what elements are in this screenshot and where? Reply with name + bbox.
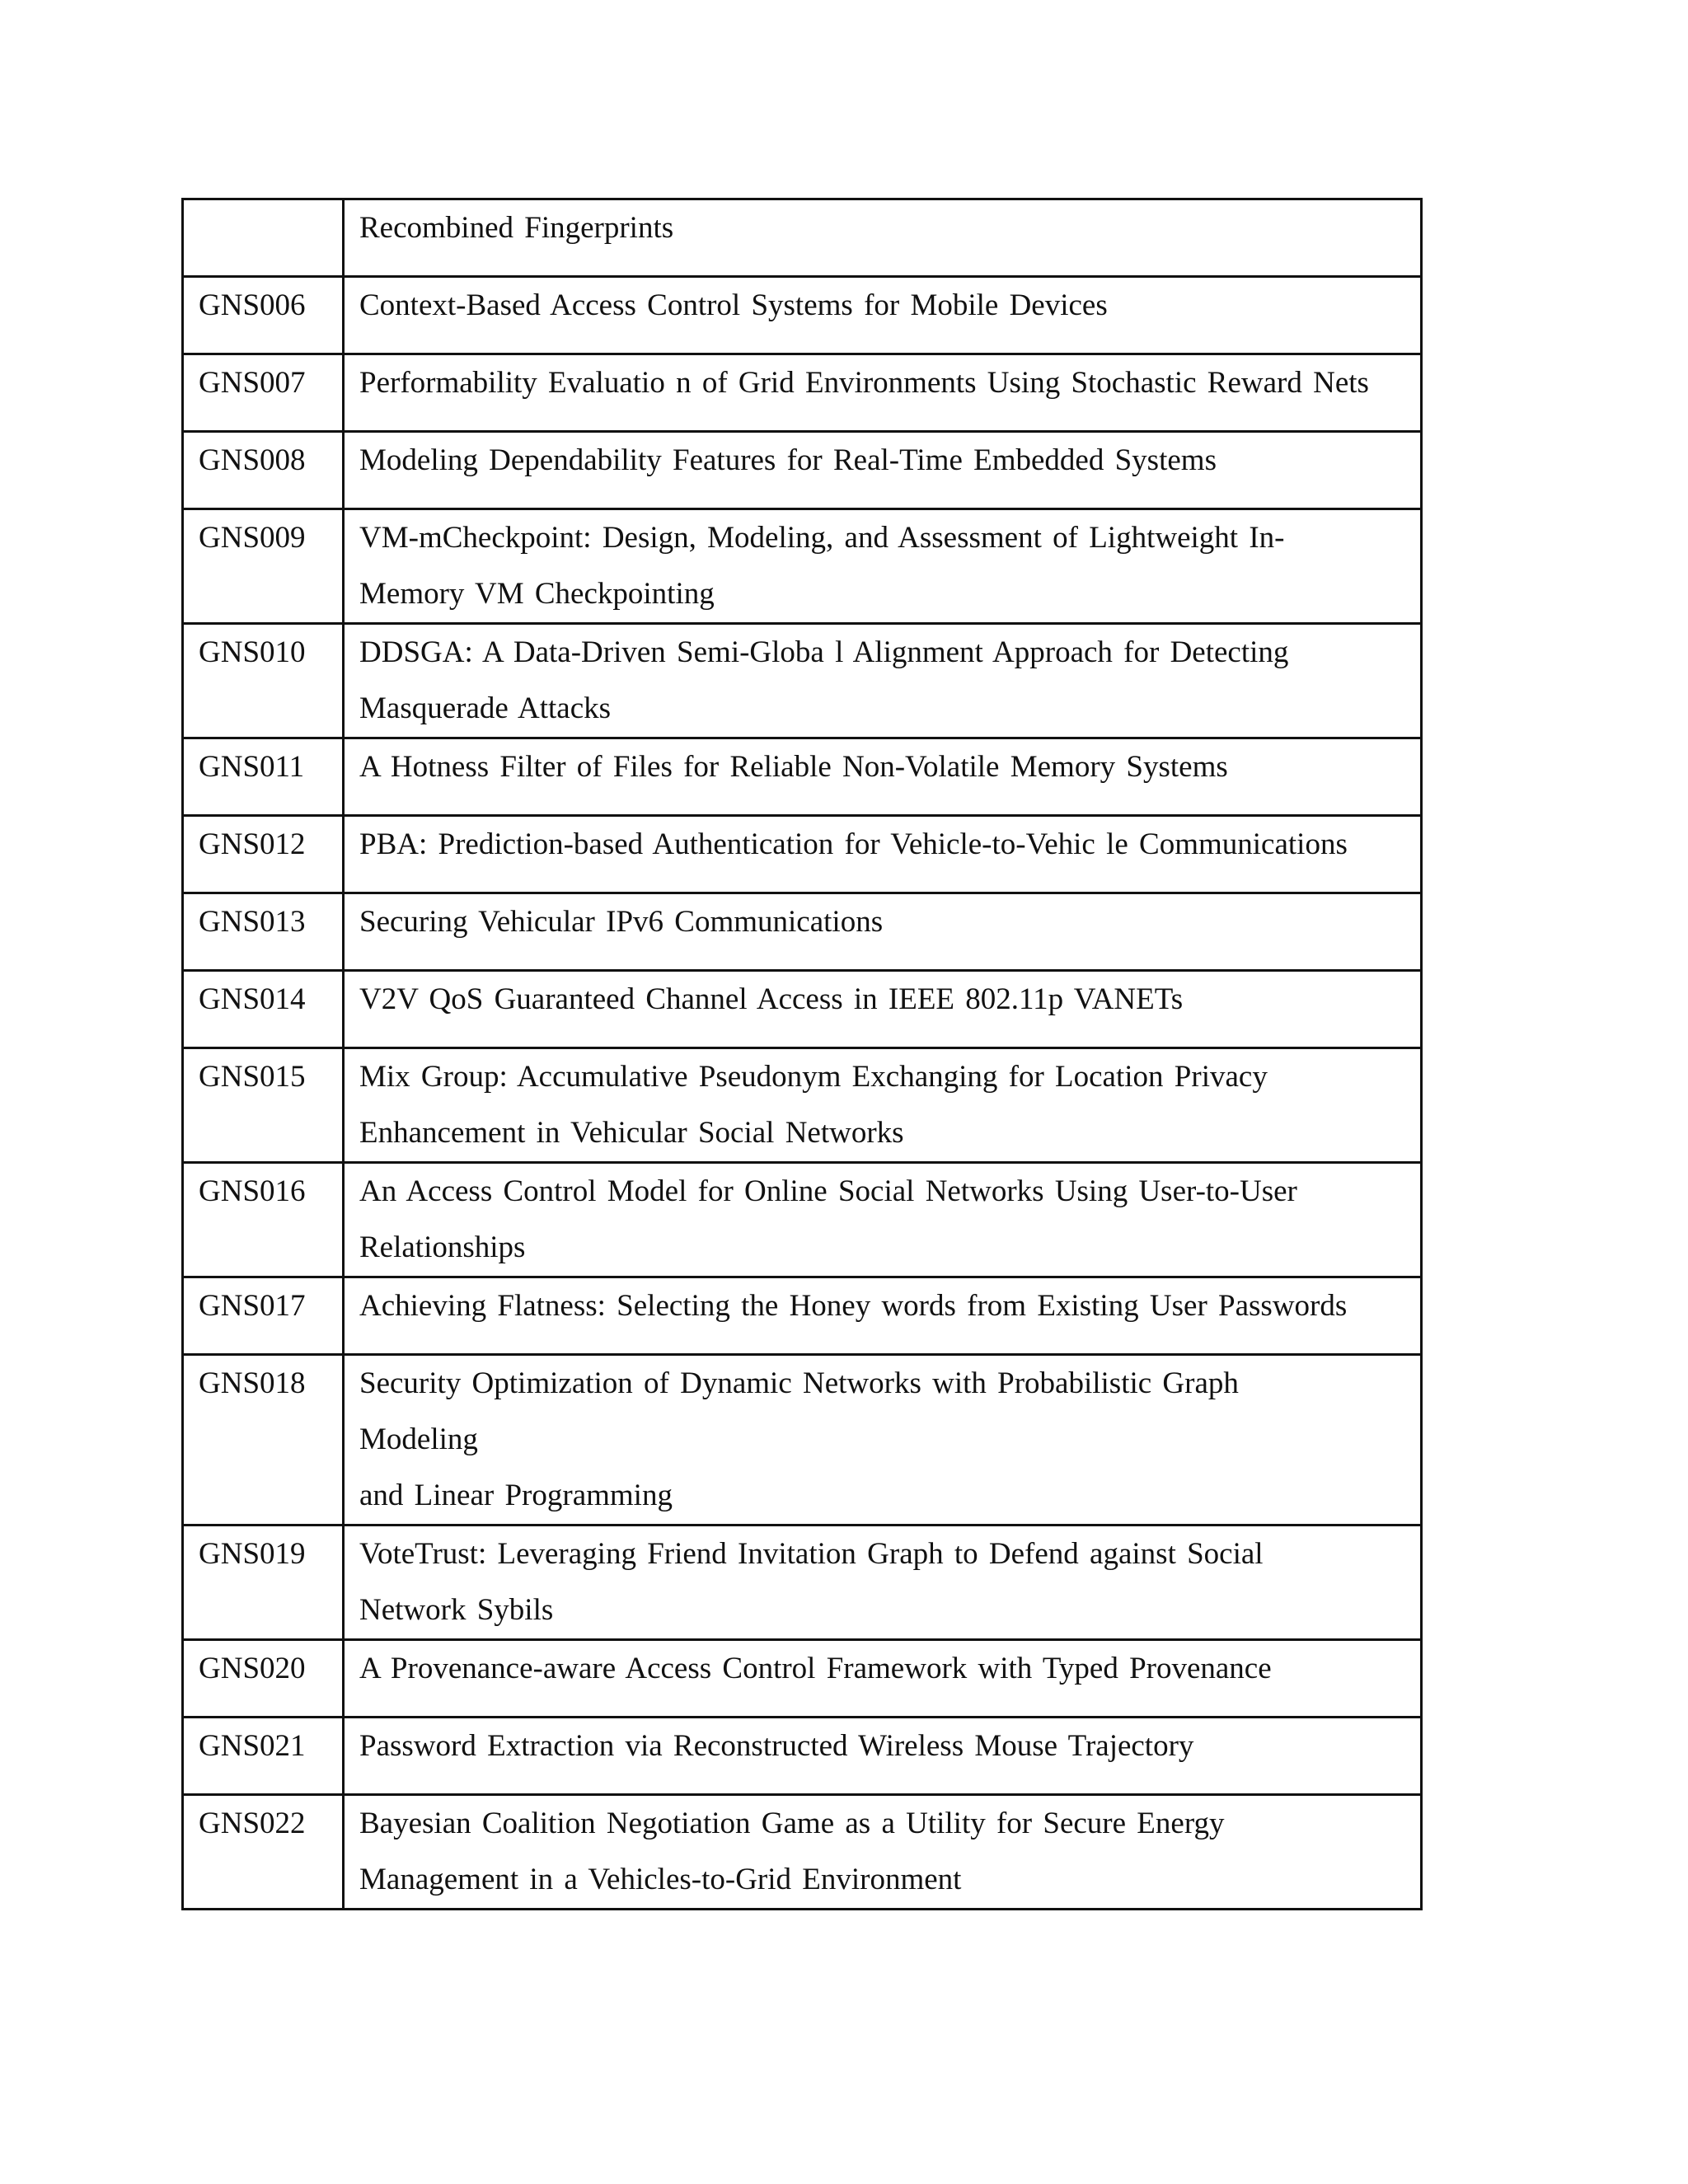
project-title-line: VoteTrust: Leveraging Friend Invitation Graph to Defend against Social (359, 1537, 1264, 1571)
project-titles-table (181, 198, 1423, 1910)
project-code-cell: GNS016 (183, 1163, 344, 1277)
project-code-cell: GNS007 (183, 354, 344, 432)
table-row (183, 624, 1422, 738)
project-title-line: Securing Vehicular IPv6 Communications (359, 905, 884, 939)
project-code-cell: GNS008 (183, 432, 344, 509)
project-title-line: V2V QoS Guaranteed Channel Access in IEEE 802.11p VANETs (359, 982, 1184, 1016)
project-title-line: A Provenance-aware Access Control Framework with Typed Provenance (359, 1652, 1272, 1685)
project-title-cell (344, 1277, 1422, 1355)
project-code-cell: GNS022 (183, 1795, 344, 1910)
table-row (183, 1718, 1422, 1795)
project-code-cell (183, 199, 344, 277)
project-title-line: Context-Based Access Control Systems for Mobile Devices (359, 288, 1108, 322)
table-row (183, 893, 1422, 971)
table-row (183, 354, 1422, 432)
project-title-line: Achieving Flatness: Selecting the Honey words from Existing User Passwords (359, 1289, 1348, 1323)
project-code-cell: GNS017 (183, 1277, 344, 1355)
project-code-cell: GNS010 (183, 624, 344, 738)
project-title-line: Management in a Vehicles-to-Grid Environment (359, 1863, 962, 1896)
project-title-line: Modeling Dependability Features for Real-Time Embedded Systems (359, 443, 1217, 477)
project-code-cell: GNS013 (183, 893, 344, 971)
project-title-cell (344, 893, 1422, 971)
project-code-cell: GNS015 (183, 1048, 344, 1163)
table-row (183, 1355, 1422, 1526)
project-title-cell (344, 1795, 1422, 1910)
project-title-line: DDSGA: A Data-Driven Semi-Globa l Alignment Approach for Detecting (359, 635, 1289, 669)
project-title-cell (344, 277, 1422, 354)
project-title-line: Recombined Fingerprints (359, 211, 674, 245)
project-title-cell (344, 971, 1422, 1048)
project-code-cell: GNS012 (183, 816, 344, 893)
project-title-cell (344, 1526, 1422, 1640)
project-title-line: and Linear Programming (359, 1479, 673, 1512)
project-title-cell (344, 354, 1422, 432)
table-row (183, 432, 1422, 509)
project-title-cell (344, 738, 1422, 816)
project-title-cell (344, 816, 1422, 893)
table-row (183, 1795, 1422, 1910)
project-title-line: Memory VM Checkpointing (359, 577, 715, 611)
project-code-cell: GNS019 (183, 1526, 344, 1640)
project-code-cell: GNS011 (183, 738, 344, 816)
project-title-cell (344, 1640, 1422, 1718)
project-title-line: Modeling (359, 1422, 478, 1456)
project-title-line: Bayesian Coalition Negotiation Game as a Utility for Secure Energy (359, 1807, 1225, 1840)
project-title-line: Network Sybils (359, 1593, 554, 1627)
project-title-line: PBA: Prediction-based Authentication for Vehicle-to-Vehic le Communications (359, 827, 1348, 861)
project-title-line: Relationships (359, 1230, 526, 1264)
table-row (183, 1640, 1422, 1718)
project-title-cell (344, 1355, 1422, 1526)
table-row (183, 971, 1422, 1048)
project-title-cell (344, 199, 1422, 277)
table-body (183, 199, 1422, 1910)
project-code-cell: GNS018 (183, 1355, 344, 1526)
project-title-line: Performability Evaluatio n of Grid Environments Using Stochastic Reward Nets (359, 366, 1369, 400)
project-title-line: A Hotness Filter of Files for Reliable Non-Volatile Memory Systems (359, 750, 1228, 784)
table-row (183, 816, 1422, 893)
table-row (183, 1277, 1422, 1355)
table-row (183, 1163, 1422, 1277)
project-title-line: Enhancement in Vehicular Social Networks (359, 1116, 904, 1150)
project-code-cell: GNS009 (183, 509, 344, 624)
project-code-cell: GNS021 (183, 1718, 344, 1795)
project-title-line: Mix Group: Accumulative Pseudonym Exchanging for Location Privacy (359, 1060, 1268, 1094)
project-title-cell (344, 1718, 1422, 1795)
table-row (183, 738, 1422, 816)
project-title-cell (344, 624, 1422, 738)
project-code-cell: GNS020 (183, 1640, 344, 1718)
table-row (183, 1526, 1422, 1640)
project-code-cell: GNS014 (183, 971, 344, 1048)
project-title-cell (344, 1048, 1422, 1163)
project-code-cell: GNS006 (183, 277, 344, 354)
table-row (183, 277, 1422, 354)
project-title-cell (344, 1163, 1422, 1277)
project-title-cell (344, 509, 1422, 624)
project-title-line: Masquerade Attacks (359, 691, 612, 725)
project-title-line: VM-mCheckpoint: Design, Modeling, and Assessment of Lightweight In- (359, 521, 1285, 555)
project-title-line: An Access Control Model for Online Social Networks Using User-to-User (359, 1174, 1297, 1208)
table-row (183, 199, 1422, 277)
table-row (183, 1048, 1422, 1163)
table-row (183, 509, 1422, 624)
project-title-line: Password Extraction via Reconstructed Wireless Mouse Trajectory (359, 1729, 1194, 1763)
project-title-cell (344, 432, 1422, 509)
project-title-line: Security Optimization of Dynamic Networks with Probabilistic Graph (359, 1366, 1239, 1400)
